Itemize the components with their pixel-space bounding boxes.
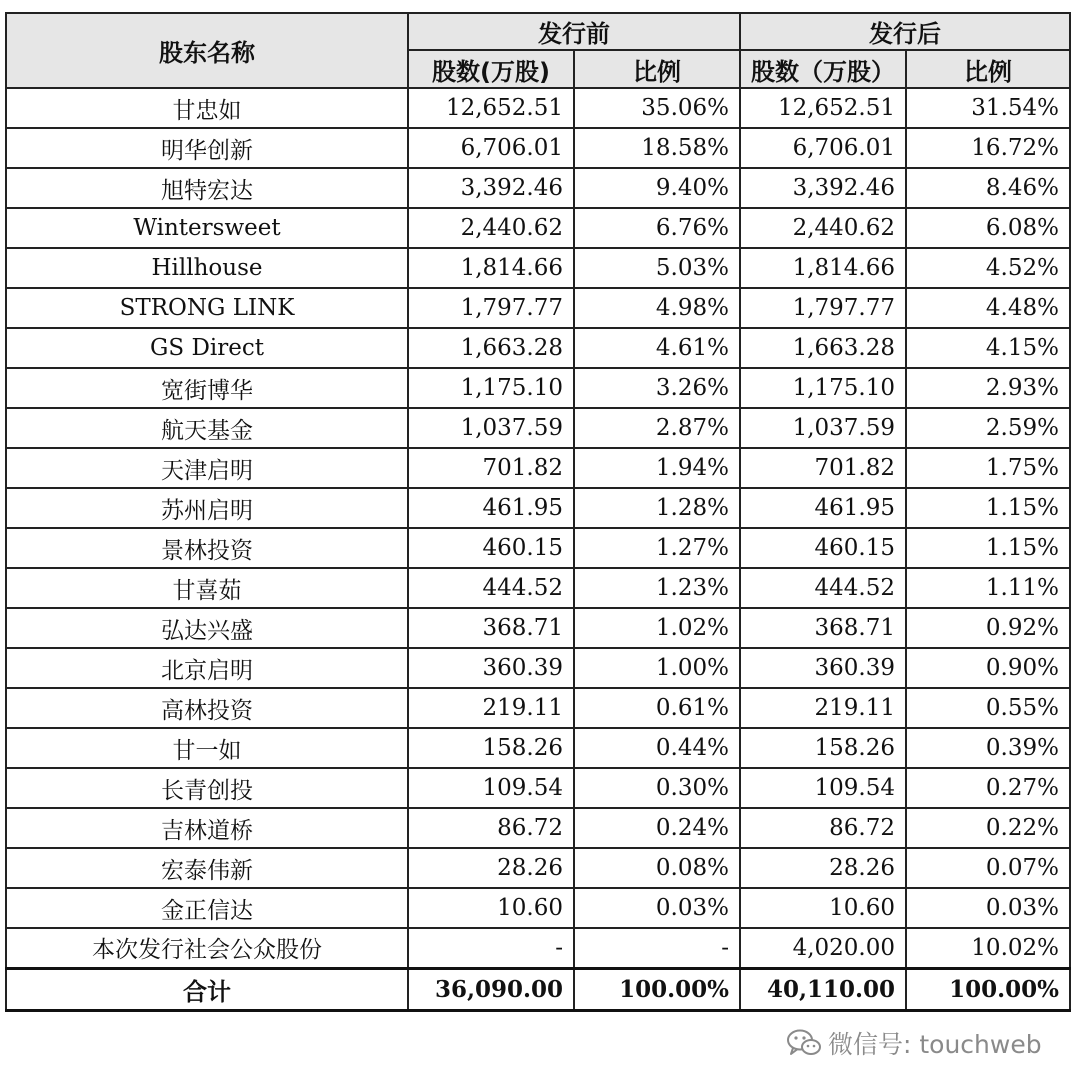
table-row bbox=[6, 688, 1070, 728]
before-ratio-cell: - bbox=[574, 928, 740, 968]
shareholder-name: Wintersweet bbox=[6, 208, 408, 248]
before-ratio-cell: 3.26% bbox=[574, 368, 740, 408]
table-row bbox=[6, 728, 1070, 768]
before-shares-cell: 6,706.01 bbox=[408, 128, 574, 168]
after-ratio-cell: 1.11% bbox=[906, 568, 1070, 608]
before-shares-cell: 1,175.10 bbox=[408, 368, 574, 408]
before-shares-cell: 109.54 bbox=[408, 768, 574, 808]
table-row bbox=[6, 888, 1070, 928]
after-ratio-cell: 2.93% bbox=[906, 368, 1070, 408]
before-shares-cell: 2,440.62 bbox=[408, 208, 574, 248]
before-shares-cell: 158.26 bbox=[408, 728, 574, 768]
total-before-ratio: 100.00% bbox=[574, 968, 740, 1010]
table-body bbox=[6, 88, 1070, 1010]
after-shares-cell: 4,020.00 bbox=[740, 928, 906, 968]
total-row bbox=[6, 968, 1070, 1010]
shareholder-name: 宽街博华 bbox=[6, 368, 408, 408]
shareholder-name: 旭特宏达 bbox=[6, 168, 408, 208]
after-shares-cell: 360.39 bbox=[740, 648, 906, 688]
after-shares-cell: 28.26 bbox=[740, 848, 906, 888]
before-ratio-cell: 5.03% bbox=[574, 248, 740, 288]
after-shares-cell: 12,652.51 bbox=[740, 88, 906, 128]
before-shares-cell: 360.39 bbox=[408, 648, 574, 688]
after-ratio-cell: 4.52% bbox=[906, 248, 1070, 288]
after-ratio-header: 比例 bbox=[906, 50, 1070, 88]
before-issuance-header: 发行前 bbox=[408, 13, 740, 50]
before-shares-cell: 12,652.51 bbox=[408, 88, 574, 128]
after-ratio-cell: 31.54% bbox=[906, 88, 1070, 128]
table-row bbox=[6, 568, 1070, 608]
shareholder-name: 甘一如 bbox=[6, 728, 408, 768]
after-shares-header: 股数（万股） bbox=[740, 50, 906, 88]
before-shares-cell: 1,037.59 bbox=[408, 408, 574, 448]
table-row bbox=[6, 368, 1070, 408]
shareholder-name: 金正信达 bbox=[6, 888, 408, 928]
table-row bbox=[6, 648, 1070, 688]
table-row bbox=[6, 128, 1070, 168]
after-ratio-cell: 0.03% bbox=[906, 888, 1070, 928]
before-ratio-cell: 6.76% bbox=[574, 208, 740, 248]
before-ratio-cell: 0.03% bbox=[574, 888, 740, 928]
after-ratio-cell: 6.08% bbox=[906, 208, 1070, 248]
before-ratio-cell: 0.30% bbox=[574, 768, 740, 808]
wechat-watermark bbox=[786, 1028, 1042, 1058]
before-ratio-cell: 4.61% bbox=[574, 328, 740, 368]
shareholder-name: 宏泰伟新 bbox=[6, 848, 408, 888]
before-ratio-cell: 35.06% bbox=[574, 88, 740, 128]
table-row bbox=[6, 528, 1070, 568]
after-shares-cell: 1,037.59 bbox=[740, 408, 906, 448]
after-ratio-cell: 0.55% bbox=[906, 688, 1070, 728]
after-shares-cell: 444.52 bbox=[740, 568, 906, 608]
table-row bbox=[6, 808, 1070, 848]
after-ratio-cell: 10.02% bbox=[906, 928, 1070, 968]
after-shares-cell: 109.54 bbox=[740, 768, 906, 808]
before-ratio-cell: 0.44% bbox=[574, 728, 740, 768]
table-row bbox=[6, 248, 1070, 288]
after-shares-cell: 460.15 bbox=[740, 528, 906, 568]
table-row bbox=[6, 608, 1070, 648]
after-shares-cell: 1,814.66 bbox=[740, 248, 906, 288]
after-shares-cell: 6,706.01 bbox=[740, 128, 906, 168]
before-shares-cell: - bbox=[408, 928, 574, 968]
after-shares-cell: 1,663.28 bbox=[740, 328, 906, 368]
before-shares-cell: 1,814.66 bbox=[408, 248, 574, 288]
after-ratio-cell: 2.59% bbox=[906, 408, 1070, 448]
shareholder-name: STRONG LINK bbox=[6, 288, 408, 328]
table-row bbox=[6, 768, 1070, 808]
before-shares-cell: 1,797.77 bbox=[408, 288, 574, 328]
total-before-shares: 36,090.00 bbox=[408, 968, 574, 1010]
shareholder-name: 甘忠如 bbox=[6, 88, 408, 128]
before-shares-cell: 460.15 bbox=[408, 528, 574, 568]
before-ratio-cell: 0.61% bbox=[574, 688, 740, 728]
before-shares-cell: 701.82 bbox=[408, 448, 574, 488]
table-row bbox=[6, 208, 1070, 248]
before-shares-cell: 461.95 bbox=[408, 488, 574, 528]
after-shares-cell: 219.11 bbox=[740, 688, 906, 728]
before-ratio-cell: 1.00% bbox=[574, 648, 740, 688]
after-ratio-cell: 4.48% bbox=[906, 288, 1070, 328]
total-after-ratio: 100.00% bbox=[906, 968, 1070, 1010]
before-ratio-cell: 9.40% bbox=[574, 168, 740, 208]
shareholder-name: 景林投资 bbox=[6, 528, 408, 568]
after-shares-cell: 86.72 bbox=[740, 808, 906, 848]
after-shares-cell: 1,797.77 bbox=[740, 288, 906, 328]
table-row bbox=[6, 848, 1070, 888]
after-ratio-cell: 16.72% bbox=[906, 128, 1070, 168]
wechat-icon bbox=[786, 1028, 822, 1058]
before-ratio-cell: 4.98% bbox=[574, 288, 740, 328]
after-ratio-cell: 4.15% bbox=[906, 328, 1070, 368]
after-shares-cell: 368.71 bbox=[740, 608, 906, 648]
before-shares-header: 股数(万股) bbox=[408, 50, 574, 88]
after-ratio-cell: 0.22% bbox=[906, 808, 1070, 848]
before-ratio-cell: 1.94% bbox=[574, 448, 740, 488]
table-row bbox=[6, 928, 1070, 968]
before-shares-cell: 219.11 bbox=[408, 688, 574, 728]
table-header bbox=[6, 13, 1070, 88]
after-ratio-cell: 0.90% bbox=[906, 648, 1070, 688]
before-shares-cell: 444.52 bbox=[408, 568, 574, 608]
before-shares-cell: 368.71 bbox=[408, 608, 574, 648]
table-row bbox=[6, 408, 1070, 448]
before-ratio-cell: 0.08% bbox=[574, 848, 740, 888]
table-row bbox=[6, 168, 1070, 208]
before-ratio-cell: 2.87% bbox=[574, 408, 740, 448]
after-shares-cell: 461.95 bbox=[740, 488, 906, 528]
before-shares-cell: 1,663.28 bbox=[408, 328, 574, 368]
before-ratio-cell: 18.58% bbox=[574, 128, 740, 168]
total-label: 合计 bbox=[6, 968, 408, 1010]
after-shares-cell: 10.60 bbox=[740, 888, 906, 928]
table-row bbox=[6, 448, 1070, 488]
shareholding-table bbox=[5, 12, 1071, 1012]
watermark-text: 微信号: touchweb bbox=[828, 1030, 1042, 1059]
shareholder-name: 高林投资 bbox=[6, 688, 408, 728]
after-shares-cell: 2,440.62 bbox=[740, 208, 906, 248]
shareholder-name: 天津启明 bbox=[6, 448, 408, 488]
after-ratio-cell: 0.07% bbox=[906, 848, 1070, 888]
after-shares-cell: 158.26 bbox=[740, 728, 906, 768]
after-shares-cell: 1,175.10 bbox=[740, 368, 906, 408]
before-ratio-cell: 1.28% bbox=[574, 488, 740, 528]
table-row bbox=[6, 488, 1070, 528]
after-shares-cell: 3,392.46 bbox=[740, 168, 906, 208]
shareholder-name: 明华创新 bbox=[6, 128, 408, 168]
after-shares-cell: 701.82 bbox=[740, 448, 906, 488]
table-row bbox=[6, 88, 1070, 128]
before-shares-cell: 28.26 bbox=[408, 848, 574, 888]
before-ratio-cell: 1.02% bbox=[574, 608, 740, 648]
shareholder-name: 北京启明 bbox=[6, 648, 408, 688]
table-row bbox=[6, 288, 1070, 328]
before-ratio-cell: 1.27% bbox=[574, 528, 740, 568]
after-ratio-cell: 0.92% bbox=[906, 608, 1070, 648]
after-ratio-cell: 0.39% bbox=[906, 728, 1070, 768]
before-ratio-cell: 1.23% bbox=[574, 568, 740, 608]
shareholder-column-header: 股东名称 bbox=[6, 13, 408, 88]
after-issuance-header: 发行后 bbox=[740, 13, 1070, 50]
before-shares-cell: 10.60 bbox=[408, 888, 574, 928]
after-ratio-cell: 8.46% bbox=[906, 168, 1070, 208]
after-ratio-cell: 0.27% bbox=[906, 768, 1070, 808]
table-row bbox=[6, 328, 1070, 368]
before-ratio-cell: 0.24% bbox=[574, 808, 740, 848]
before-shares-cell: 86.72 bbox=[408, 808, 574, 848]
shareholder-name: 苏州启明 bbox=[6, 488, 408, 528]
before-ratio-header: 比例 bbox=[574, 50, 740, 88]
shareholder-name: 弘达兴盛 bbox=[6, 608, 408, 648]
shareholder-name: 航天基金 bbox=[6, 408, 408, 448]
after-ratio-cell: 1.15% bbox=[906, 488, 1070, 528]
after-ratio-cell: 1.75% bbox=[906, 448, 1070, 488]
shareholder-name: Hillhouse bbox=[6, 248, 408, 288]
before-shares-cell: 3,392.46 bbox=[408, 168, 574, 208]
shareholder-name: 本次发行社会公众股份 bbox=[6, 928, 408, 968]
shareholder-name: 长青创投 bbox=[6, 768, 408, 808]
shareholder-name: GS Direct bbox=[6, 328, 408, 368]
total-after-shares: 40,110.00 bbox=[740, 968, 906, 1010]
after-ratio-cell: 1.15% bbox=[906, 528, 1070, 568]
shareholder-name: 吉林道桥 bbox=[6, 808, 408, 848]
shareholder-name: 甘喜茹 bbox=[6, 568, 408, 608]
